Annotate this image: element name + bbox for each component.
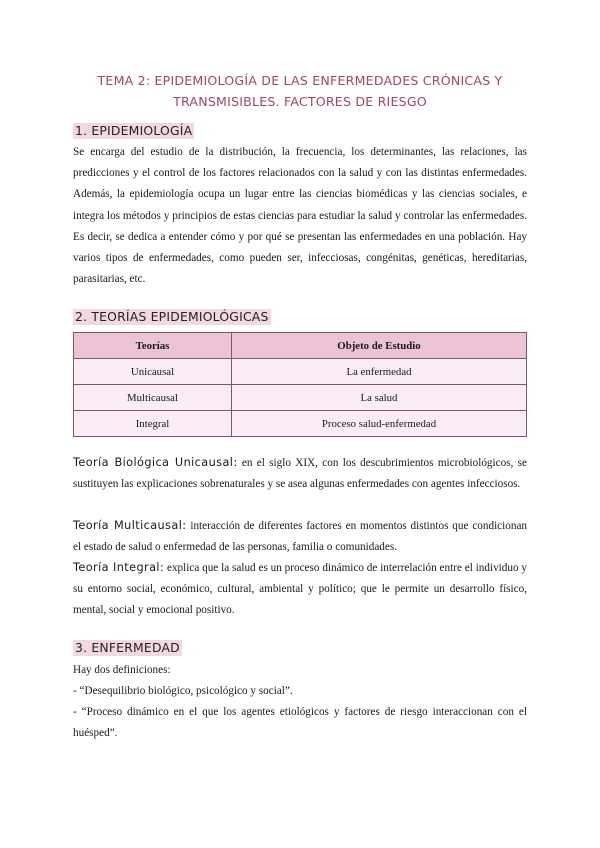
table-cell: Integral [74, 411, 232, 437]
section-heading-epidemiologia: 1. EPIDEMIOLOGÍA [75, 123, 193, 138]
section-body-epidemiologia: Se encarga del estudio de la distribución, la frecuencia, los determinantes, las relaciones, las predicciones y el control de los factores relacionados con la salud y con las distintas enfermedades. Además, la epidemiología ocupa un lugar entre las ciencias biomédicas y las ciencias sociales, e integra los métodos y principios de estas ciencias para estudiar la salud y controlar las enfermedades. Es decir, se dedica a entender cómo y por qué se presentan las enfermedades en una población. Hay varios tipos de enfermedades, como pueden ser, infecciosas, congénitas, genéticas, hereditarias, parasitarias, etc. [73, 146, 527, 286]
definition-term: Teoría Biológica Unicausal: [73, 456, 238, 469]
list-item: - “Desequilibrio biológico, psicológico y social”. [73, 685, 293, 697]
table-cell: Multicausal [74, 385, 232, 411]
title-line-2: TRANSMISIBLES. FACTORES DE RIESGO [173, 94, 427, 109]
definition-text: explica que la salud es un proceso dinámico de interrelación entre el individuo y su entorno social, económico, cultural, ambiental y político; que le permite un desarrollo físico, mental, social y emocional positivo. [73, 562, 527, 617]
table-row [74, 359, 527, 385]
table-cell: Unicausal [74, 359, 232, 385]
table-header-cell: Objeto de Estudio [232, 333, 527, 359]
table-row [74, 385, 527, 411]
enfermedad-intro: Hay dos definiciones: [73, 664, 171, 676]
document-title [60, 70, 540, 112]
definition-multicausal [73, 515, 527, 558]
table-cell: Proceso salud-enfermedad [232, 411, 527, 437]
list-item: - “Proceso dinámico en el que los agentes etiológicos y factores de riesgo interaccionan con el huésped”. [73, 706, 527, 740]
title-line-1: TEMA 2: EPIDEMIOLOGÍA DE LAS ENFERMEDADES CRÓNICAS Y [97, 73, 503, 88]
table-header-row [74, 333, 527, 359]
definition-integral [73, 557, 527, 622]
table-cell: La enfermedad [232, 359, 527, 385]
table-row [74, 411, 527, 437]
section-heading-enfermedad: 3. ENFERMEDAD [75, 640, 180, 655]
section-heading-teorias: 2. TEORÍAS EPIDEMIOLÓGICAS [75, 309, 269, 324]
definition-term: Teoría Integral: [73, 561, 165, 574]
definition-text: en el siglo XIX, con los descubrimientos microbiológicos, se sustituyen las explicaciones sobrenaturales y se asea algunas enfermedades con agentes infecciosos. [73, 457, 528, 491]
table-cell: La salud [232, 385, 527, 411]
table-header-cell: Teorías [74, 333, 232, 359]
definition-unicausal [73, 452, 527, 495]
definition-term: Teoría Multicausal: [73, 519, 187, 532]
definition-text: interacción de diferentes factores en momentos distintos que condicionan el estado de salud o enfermedad de las personas, familia o comunidades. [73, 520, 528, 554]
theories-table [73, 332, 527, 437]
